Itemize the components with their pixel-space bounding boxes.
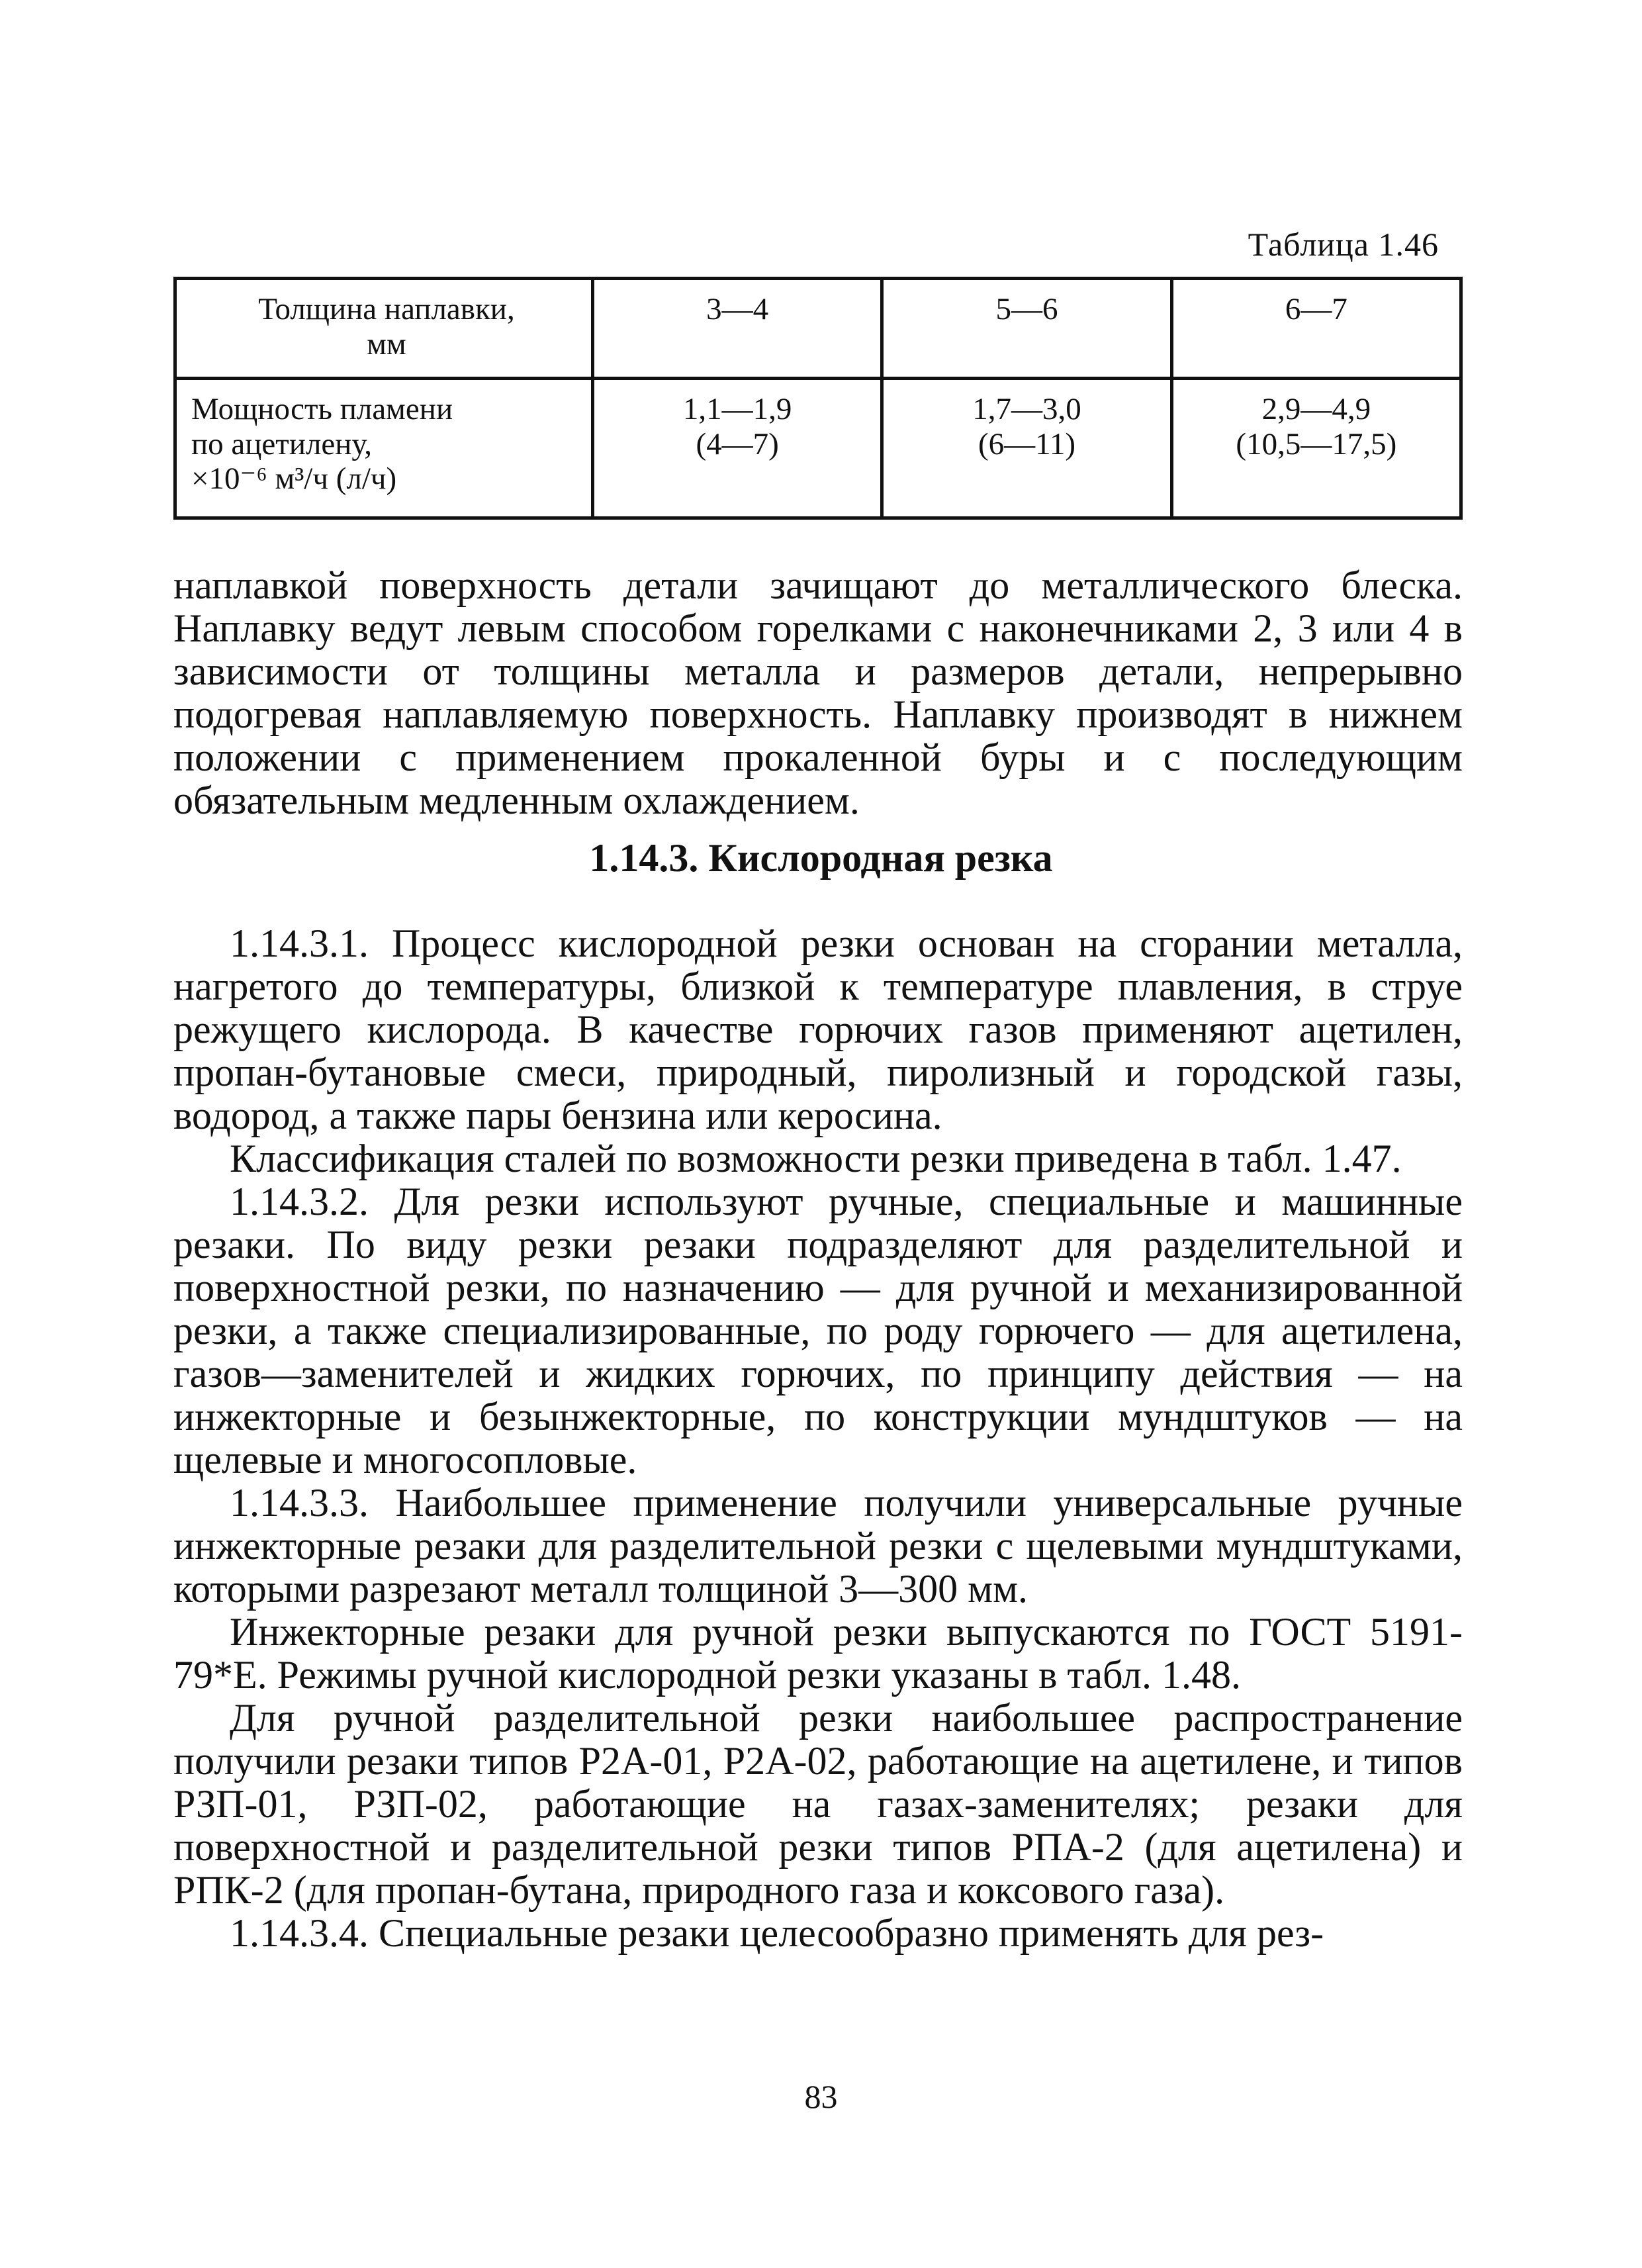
row-label-line: Мощность пламени	[191, 392, 453, 426]
row-label-line: ×10⁻⁶ м³/ч (л/ч)	[191, 461, 397, 496]
paragraph: 1.14.3.1. Процесс кислородной резки основан на сгорании металла, нагретого до температуры, близкой к температуре плавления, в струе режущего кислорода. В качестве горючих газов применяют ацетилен, пропан-бутановые смеси, природный, пиролизный и городской газы, водород, а также пары бензина или керосина.	[173, 921, 1463, 1137]
paragraph: 1.14.3.3. Наибольшее применение получили универсальные ручные инжекторные резаки для разделительной резки с щелевыми мундштуками, которыми разрезают металл толщиной 3—300 мм.	[173, 1481, 1463, 1611]
table-header-cell: 3—4	[593, 279, 882, 379]
table-row-label	[175, 379, 593, 518]
table-header-row	[175, 279, 1461, 379]
page-number: 83	[804, 2078, 838, 2115]
cell-value-paren: (4—7)	[696, 426, 779, 461]
cell-value: 1,1—1,9	[682, 392, 792, 426]
section-text-block	[173, 922, 1463, 1955]
cell-value-paren: (10,5—17,5)	[1236, 426, 1397, 461]
section-heading: 1.14.3. Кислородная резка	[589, 836, 1053, 880]
table-header-cell: 6—7	[1171, 279, 1461, 379]
table-caption: Таблица 1.46	[1248, 226, 1439, 263]
intro-text-block	[173, 564, 1463, 822]
table-cell	[882, 379, 1171, 518]
table-row	[175, 379, 1461, 518]
paragraph: Инжекторные резаки для ручной резки выпускаются по ГОСТ 5191-79*Е. Режимы ручной кислородной резки указаны в табл. 1.48.	[173, 1610, 1463, 1697]
table-cell	[593, 379, 882, 518]
cell-value: 1,7—3,0	[972, 392, 1081, 426]
cell-value-paren: (6—11)	[978, 426, 1076, 461]
table-header-cell: 5—6	[882, 279, 1171, 379]
paragraph: 1.14.3.2. Для резки используют ручные, специальные и машинные резаки. По виду резки резаки подразделяют для разделительной и поверхностной резки, по назначению — для ручной и механизированной резки, а также специализированные, по роду горючего — для ацетилена, газов—заменителей и жидких горючих, по принципу действия — на инжекторные и безынжекторные, по конструкции мундштуков — на щелевые и многосопловые.	[173, 1180, 1463, 1482]
paragraph: Для ручной разделительной резки наибольшее распространение получили резаки типов Р2А-01, Р2А-02, работающие на ацетилене, и типов РЗП-01, РЗП-02, работающие на газах-заменителях; резаки для поверхностной и разделительной резки типов РПА-2 (для ацетилена) и РПК-2 (для пропан-бутана, природного газа и коксового газа).	[173, 1696, 1463, 1912]
table-cell	[1171, 379, 1461, 518]
header-label-line: Толщина наплавки,	[258, 292, 515, 326]
table-header-label	[175, 279, 593, 379]
intro-paragraph: наплавкой поверхность детали зачищают до металлического блеска. Наплавку ведут левым способом горелками с наконечниками 2, 3 или 4 в зависимости от толщины металла и размеров детали, непрерывно подогревая наплавляемую поверхность. Наплавку производят в нижнем положении с применением прокаленной буры и с последующим обязательным медленным охлаждением.	[173, 563, 1463, 822]
header-label-line: мм	[367, 326, 406, 361]
cell-value: 2,9—4,9	[1261, 392, 1371, 426]
paragraph: Классификация сталей по возможности резки приведена в табл. 1.47.	[230, 1137, 1402, 1180]
data-table	[173, 277, 1463, 520]
row-label-line: по ацетилену,	[191, 426, 372, 461]
paragraph: 1.14.3.4. Специальные резаки целесообразно применять для рез-	[230, 1911, 1324, 1955]
